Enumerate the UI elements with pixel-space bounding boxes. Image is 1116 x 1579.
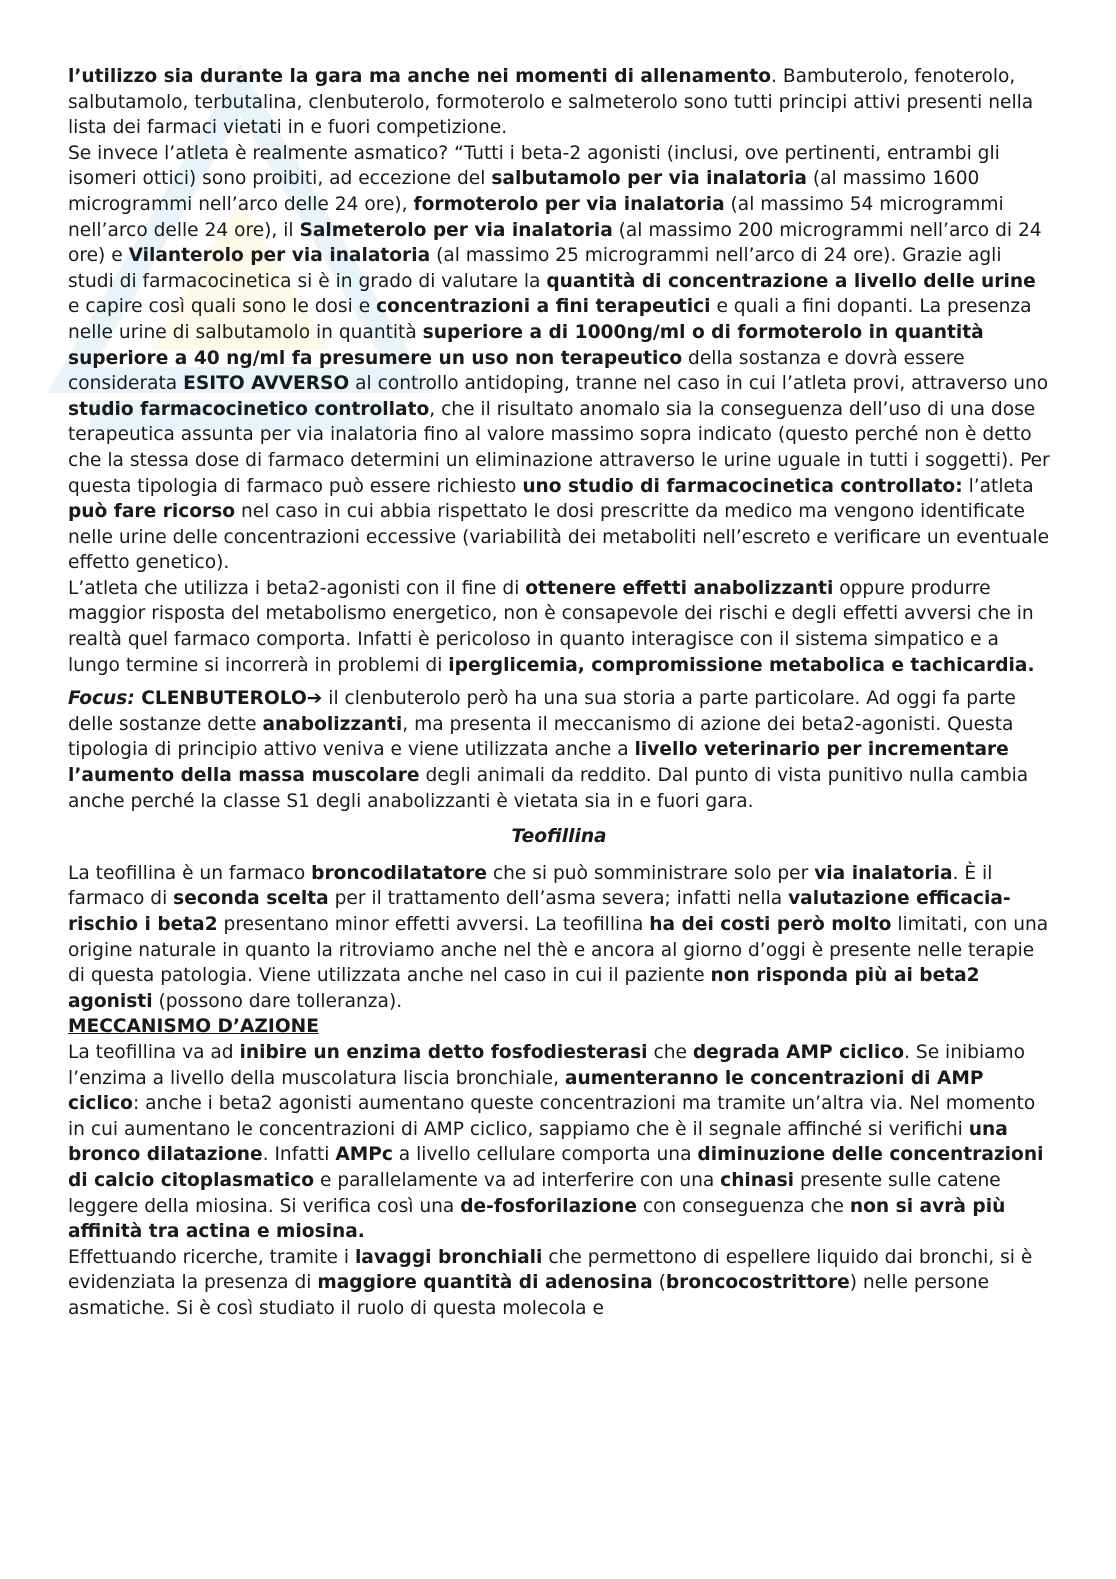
text-run: limitati, con una origine naturale in quanto la ritroviamo anche nel thè e ancora al giorno d’oggi è presente nelle terapie di questa patologia. Viene utilizzata anche nel caso in cui il paziente — [68, 914, 1049, 987]
paragraph-teofillina-intro — [68, 861, 1050, 1015]
text-run: e quali a fini dopanti. La presenza nelle urine di salbutamolo in quantità — [68, 296, 1032, 343]
text-run: (possono dare tolleranza). — [152, 990, 403, 1012]
text-run: : anche i beta2 agonisti aumentano queste concentrazioni ma tramite un’altra via. Nel momento in cui aumentano le concentrazioni di AMP ciclico, sappiamo che è il segnale affinché si verifichi — [68, 1093, 1036, 1140]
text-run: . Infatti — [262, 1144, 336, 1166]
bold-text-run: quantità di concentrazione a livello delle urine — [546, 270, 1036, 292]
text-run: L’atleta che utilizza i beta2-agonisti con il fine di — [68, 577, 526, 599]
text-run: . Se inibiamo l’enzima a livello della muscolatura liscia bronchiale, — [68, 1041, 1026, 1089]
text-run: . È il farmaco di — [68, 862, 993, 910]
paragraph-beta2-anabolic — [68, 576, 1050, 678]
bold-text-run: uno studio di farmacocinetica controllato: — [522, 475, 963, 497]
text-run: Effettuando ricerche, tramite i — [68, 1246, 355, 1268]
text-run: ) nelle persone asmatiche. Si è così studiato il ruolo di questa molecola e — [68, 1272, 990, 1319]
text-run: , che il risultato anomalo sia la conseguenza dell’uso di una dose terapeutica assunta per via inalatoria fino al valore massimo sopra indicato (questo perché non è detto che la stessa dose di farmaco determini un eliminazione attraverso le urine uguale in tutti i soggetti). Per questa tipologia di farmaco può essere richiesto — [68, 398, 1050, 497]
bold-text-run: degrada AMP ciclico — [692, 1041, 905, 1063]
bold-text-run: livello veterinario per incrementare l’aumento della massa muscolare — [68, 739, 1009, 787]
section-title-meccanismo: MECCANISMO D’AZIONE — [68, 1016, 319, 1038]
bold-text-run: Vilanterolo per via inalatoria — [128, 245, 431, 267]
document-page — [68, 64, 1050, 1322]
bold-text-run: de-fosforilazione — [460, 1195, 637, 1217]
bold-text-run: broncocostrittore — [665, 1272, 850, 1294]
bold-text-run: seconda scelta — [173, 888, 329, 910]
bold-text-run: studio farmacocinetico controllato — [68, 398, 430, 420]
text-run: ( — [652, 1272, 666, 1294]
text-run: che permettono di espellere liquido dai bronchi, si è evidenziata la presenza di — [68, 1246, 1033, 1294]
bold-text-run: superiore a di 1000ng/ml o di formoterolo in quantità superiore a 40 ng/ml fa presumere un uso non terapeutico — [68, 321, 984, 369]
bold-text-run: broncodilatatore — [311, 862, 487, 884]
text-run: il clenbuterolo però ha una sua storia a parte particolare. Ad oggi fa parte delle sostanze dette — [68, 688, 1016, 735]
paragraph-beta2-asthmatic — [68, 141, 1050, 576]
paragraph-meccanismo — [68, 1040, 1050, 1245]
text-run: al controllo antidoping, tranne nel caso in cui l’atleta provi, attraverso uno — [349, 373, 1049, 395]
text-run: (al massimo 1600 microgrammi nell’arco delle 24 ore), — [68, 168, 980, 215]
text-run: La teofillina va ad — [68, 1041, 240, 1063]
text-run: della sostanza e dovrà essere considerata — [68, 347, 965, 395]
text-run: La teofillina è un farmaco — [68, 862, 312, 884]
bold-text-run: una bronco dilatazione — [68, 1118, 1008, 1166]
bold-text-run: formoterolo per via inalatoria — [413, 193, 725, 215]
bold-text-run: AMPc — [335, 1144, 393, 1166]
bold-text-run: ottenere effetti anabolizzanti — [525, 577, 834, 599]
bold-text-run: valutazione efficacia-rischio i beta2 — [68, 888, 1011, 935]
bold-text-run: l’utilizzo sia durante la gara ma anche nei momenti di allenamento — [68, 66, 772, 87]
text-run: nel caso in cui abbia rispettato le dosi prescritte da medico ma vengono identificate nelle urine delle concentrazioni eccessive (variabilità dei metaboliti nell’escreto e verificare un eventuale effetto genetico). — [68, 501, 1050, 574]
bold-text-run: diminuzione delle concentrazioni di calcio citoplasmatico — [68, 1144, 1044, 1191]
heading-teofillina: Teofillina — [511, 826, 607, 848]
text-run: con conseguenza che — [636, 1195, 850, 1217]
text-run: degli animali da reddito. Dal punto di vista punitivo nulla cambia anche perché la classe S1 degli anabolizzanti è vietata sia in e fuori gara. — [68, 765, 1029, 812]
text-run: e parallelamente va ad interferire con una — [314, 1169, 721, 1191]
paragraph-clenbuterolo-focus — [68, 686, 1050, 814]
text-run: per il trattamento dell’asma severa; infatti nella — [328, 888, 789, 910]
text-run: che — [647, 1041, 693, 1063]
text-run: presente sulle catene leggere della miosina. Si verifica così una — [68, 1169, 1001, 1217]
bold-text-run: inibire un enzima detto fosfodiesterasi — [239, 1041, 648, 1063]
bold-text-run: salbutamolo per via inalatoria — [491, 168, 807, 190]
text-run: presentano minor effetti avversi. La teofillina — [217, 914, 650, 935]
bold-text-run: non risponda più ai beta2 agonisti — [68, 965, 980, 1012]
bold-text-run: anabolizzanti — [262, 713, 403, 735]
text-run: (al massimo 54 microgrammi nell’arco delle 24 ore), il — [68, 193, 1004, 241]
paragraph-lavaggi-bronchiali — [68, 1245, 1050, 1322]
text-run: (al massimo 200 microgrammi nell’arco di 24 ore) e — [68, 219, 1042, 267]
bold-text-run: può fare ricorso — [68, 501, 236, 523]
bold-text-run: maggiore quantità di adenosina — [317, 1272, 653, 1294]
bold-text-run: iperglicemia, compromissione metabolica e tachicardia. — [448, 654, 1035, 676]
text-run: l’atleta — [962, 475, 1034, 497]
text-run: a livello cellulare comporta una — [392, 1144, 698, 1166]
bold-text-run: ha dei costi però molto — [649, 914, 892, 935]
text-run: e capire così quali sono le dosi e — [68, 296, 377, 318]
bold-text-run: aumenteranno le concentrazioni di AMP ciclico — [68, 1067, 984, 1115]
text-run: oppure produrre maggior risposta del metabolismo energetico, non è consapevole dei rischi e degli effetti avversi che in realtà quel farmaco comporta. Infatti è pericoloso in quanto interagisce con il sistema simpatico e a lungo termine si incorrerà in problemi di — [68, 577, 1034, 676]
text-run: Se invece l’atleta è realmente asmatico? “Tutti i beta-2 agonisti (inclusi, ove pertinenti, entrambi gli isomeri ottici) sono proibiti, ad eccezione del — [68, 142, 1000, 190]
bold-text-run: ESITO AVVERSO — [183, 373, 350, 395]
text-run: che si può somministrare solo per — [486, 862, 815, 884]
bold-text-run: non si avrà più affinità tra actina e miosina. — [68, 1195, 1006, 1243]
paragraph-beta2-intro — [68, 64, 1050, 141]
bold-text-run: lavaggi bronchiali — [354, 1246, 543, 1268]
bold-text-run: concentrazioni a fini terapeutici — [376, 296, 711, 318]
bold-text-run: chinasi — [720, 1169, 795, 1191]
bold-text-run: via inalatoria — [814, 862, 953, 884]
bold-text-run: CLENBUTEROLO➔ — [134, 688, 323, 710]
bold-text-run: Focus: — [68, 688, 135, 710]
text-run: (al massimo 25 microgrammi nell’arco di 24 ore). Grazie agli studi di farmacocinetica si è in grado di valutare la — [68, 245, 1002, 292]
bold-text-run: Salmeterolo per via inalatoria — [299, 219, 613, 241]
text-run: . Bambuterolo, fenoterolo, salbutamolo, terbutalina, clenbuterolo, formoterolo e salmeterolo sono tutti principi attivi presenti nella lista dei farmaci vietati in e fuori competizione. — [68, 66, 1034, 139]
text-run: , ma presenta il meccanismo di azione dei beta2-agonisti. Questa tipologia di principio attivo veniva e viene utilizzata anche a — [68, 713, 1014, 761]
